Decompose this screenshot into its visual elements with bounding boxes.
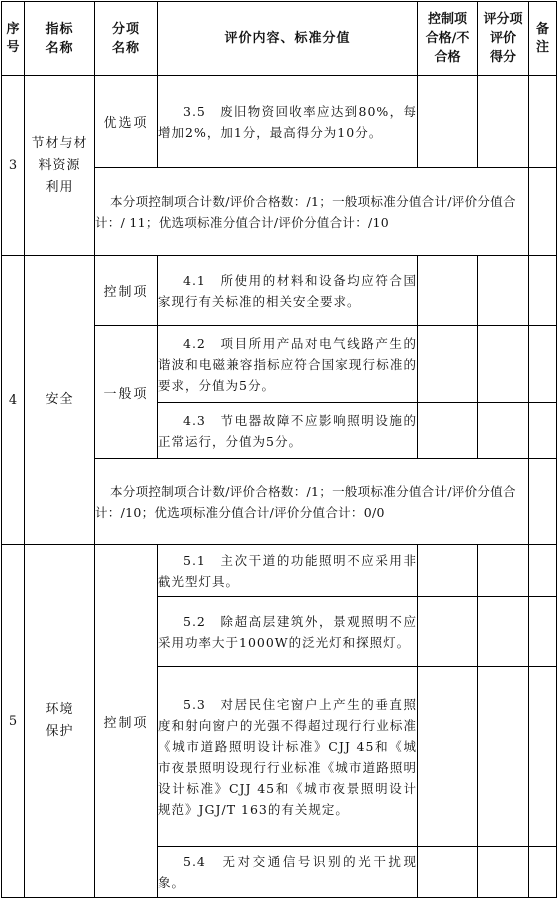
item-3-5-score bbox=[478, 76, 529, 168]
section-5-indicator-line2: 保护 bbox=[45, 724, 74, 739]
item-4-3-remark bbox=[529, 403, 557, 459]
header-seq-line1: 序 bbox=[6, 21, 20, 37]
item-5-2-score bbox=[478, 597, 529, 667]
section-4-indicator: 安全 bbox=[25, 256, 95, 545]
item-4-1-score bbox=[478, 256, 529, 326]
header-score-line1: 评分项 bbox=[483, 12, 523, 27]
header-score-line3: 得分 bbox=[489, 50, 516, 65]
item-5-3-cell bbox=[158, 667, 418, 847]
section-3-summary: 本分项控制项合计数/评价合格数：/1；一般项标准分值合计/评价分值合计：/ 11；优选项标准分值合计/评价分值合计：/10 bbox=[95, 193, 516, 230]
item-5-4-remark bbox=[529, 847, 557, 898]
section-3-summary-cell bbox=[95, 168, 529, 256]
header-control bbox=[418, 2, 478, 76]
item-5-1-control bbox=[418, 545, 478, 597]
header-remark bbox=[529, 2, 557, 76]
section-4-summary-remark bbox=[529, 459, 557, 545]
item-4-1: 4.1 所使用的材料和设备均应符合国家现行有关标准的相关安全要求。 bbox=[158, 272, 417, 309]
item-4-2-remark bbox=[529, 326, 557, 403]
item-5-4-cell bbox=[158, 847, 418, 898]
section-3-indicator-line3: 利用 bbox=[45, 179, 74, 195]
section-5-indicator-line1: 环境 bbox=[45, 702, 74, 717]
section-3-number: 3 bbox=[2, 76, 25, 256]
item-4-1-remark bbox=[529, 256, 557, 326]
section-5-number: 5 bbox=[2, 545, 25, 898]
header-indicator-line1: 指标 bbox=[45, 21, 74, 37]
item-5-2-control bbox=[418, 597, 478, 667]
section-4-summary-cell bbox=[95, 459, 529, 545]
header-subitem bbox=[95, 2, 158, 76]
item-5-3: 5.3 对居民住宅窗户上产生的垂直照度和射向窗户的光强不得超过现行行业标准《城市道路照明设计标准》CJJ 45和《城市夜景照明设现行行业标准《城市道路照明设计标准》CJJ 45和《城市夜景照明设计规范》JGJ/T 163的有关规定。 bbox=[158, 696, 417, 817]
item-5-1-cell bbox=[158, 545, 418, 597]
section-3-indicator bbox=[25, 76, 95, 256]
item-4-2-cell bbox=[158, 326, 418, 403]
section-3-subitem: 优选项 bbox=[95, 76, 158, 168]
table-row bbox=[2, 76, 557, 168]
item-3-5-remark bbox=[529, 76, 557, 168]
header-content-text: 评价内容、标准分值 bbox=[224, 31, 351, 46]
header-seq-line2: 号 bbox=[6, 39, 20, 55]
section-4-summary: 本分项控制项合计数/评价合格数：/1；一般项标准分值合计/评价分值合计：/10；优选项标准分值合计/评价分值合计：0/0 bbox=[95, 483, 516, 520]
item-5-2-remark bbox=[529, 597, 557, 667]
item-4-3: 4.3 节电器故障不应影响照明设施的正常运行，分值为5分。 bbox=[158, 412, 417, 449]
item-3-5-cell bbox=[158, 76, 418, 168]
header-content bbox=[158, 2, 418, 76]
item-5-3-control bbox=[418, 667, 478, 847]
header-remark-line2: 注 bbox=[535, 39, 549, 55]
header-control-line2: 合格/不 bbox=[425, 31, 470, 46]
item-3-5-control bbox=[418, 76, 478, 168]
table-header-row bbox=[2, 2, 557, 76]
item-5-1-remark bbox=[529, 545, 557, 597]
section-3-summary-remark bbox=[529, 168, 557, 256]
table-row bbox=[2, 256, 557, 326]
item-5-2-cell bbox=[158, 597, 418, 667]
header-control-line1: 控制项 bbox=[427, 12, 467, 27]
header-score-line2: 评价 bbox=[489, 31, 516, 46]
header-control-line3: 合格 bbox=[434, 50, 461, 65]
item-4-1-cell bbox=[158, 256, 418, 326]
item-4-2-score bbox=[478, 326, 529, 403]
item-5-3-remark bbox=[529, 667, 557, 847]
item-5-4-score bbox=[478, 847, 529, 898]
section-4-subitem-control: 控制项 bbox=[95, 256, 158, 326]
header-subitem-line1: 分项 bbox=[111, 21, 140, 37]
section-4-subitem-general: 一般项 bbox=[95, 326, 158, 459]
item-4-3-score bbox=[478, 403, 529, 459]
item-5-1: 5.1 主次干道的功能照明不应采用非截光型灯具。 bbox=[158, 552, 417, 589]
section-4-number: 4 bbox=[2, 256, 25, 545]
evaluation-table bbox=[1, 1, 557, 898]
section-5-indicator bbox=[25, 545, 95, 898]
item-4-3-cell bbox=[158, 403, 418, 459]
section-5-subitem: 控制项 bbox=[95, 545, 158, 898]
item-5-4-control bbox=[418, 847, 478, 898]
item-5-3-score bbox=[478, 667, 529, 847]
item-5-4: 5.4 无对交通信号识别的光干扰现象。 bbox=[158, 854, 417, 890]
item-4-1-control bbox=[418, 256, 478, 326]
header-indicator-line2: 名称 bbox=[45, 40, 74, 56]
header-indicator bbox=[25, 2, 95, 76]
item-3-5: 3.5 废旧物资回收率应达到80%，每增加2%，加1分，最高得分为10分。 bbox=[158, 103, 417, 140]
header-subitem-line2: 名称 bbox=[111, 40, 140, 56]
header-seq bbox=[2, 2, 25, 76]
item-4-3-control bbox=[418, 403, 478, 459]
header-score bbox=[478, 2, 529, 76]
item-5-2: 5.2 除超高层建筑外，景观照明不应采用功率大于1000W的泛光灯和探照灯。 bbox=[158, 613, 417, 650]
item-4-2-control bbox=[418, 326, 478, 403]
item-5-1-score bbox=[478, 545, 529, 597]
item-4-2: 4.2 项目所用产品对电气线路产生的谐波和电磁兼容指标应符合国家现行标准的要求，分值为5分。 bbox=[158, 335, 417, 393]
section-3-indicator-line2: 料资源 bbox=[38, 157, 81, 173]
table-row bbox=[2, 545, 557, 597]
header-remark-line1: 备 bbox=[535, 21, 549, 37]
section-3-indicator-line1: 节材与材 bbox=[31, 135, 88, 151]
